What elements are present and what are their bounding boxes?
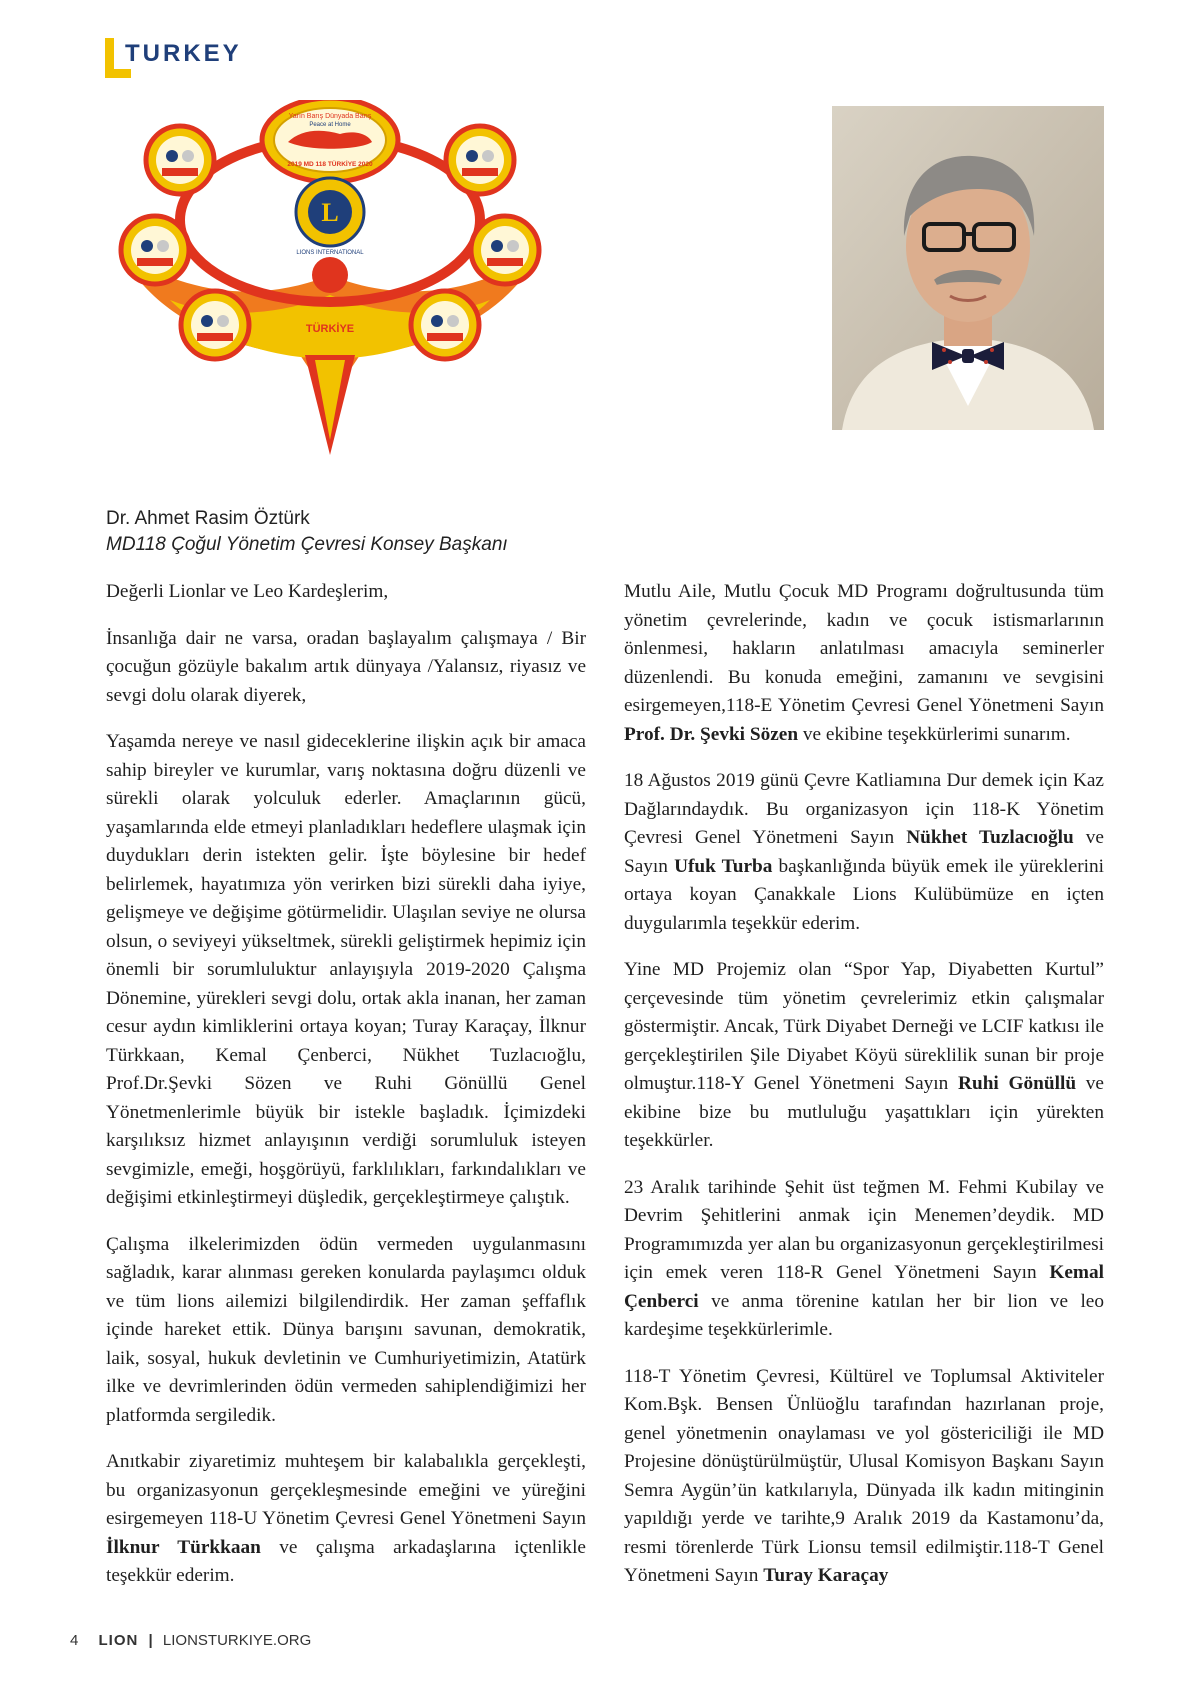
paragraph: Mutlu Aile, Mutlu Çocuk MD Programı doğrultusunda tüm yönetim çevrelerinde, kadın ve çocuk istismarlarının önlenmesi, hakların anlatılması amacıyla seminerler düzenlendi. Bu konuda emeğini, zamanını ve sevgisini esirgemeyen,118-E Yönetim Çevresi Genel Yönetmeni Sayın Prof. Dr. Şevki Sözen ve ekibine teşekkürlerimi sunarım. xyxy=(624,581,1104,745)
emblem-center-text: LIONS INTERNATIONAL xyxy=(296,250,364,256)
district-medallion xyxy=(181,291,249,359)
district-medallion xyxy=(146,126,214,194)
district-medallion xyxy=(411,291,479,359)
emblem-top-sub: Peace at Home xyxy=(309,122,351,128)
footer-website-link[interactable]: LIONSTURKIYE.ORG xyxy=(162,1632,312,1649)
md118-lions-emblem xyxy=(110,100,550,460)
highlighted-name: Ruhi Gönüllü xyxy=(958,1073,1077,1094)
author-title: MD118 Çoğul Yönetim Çevresi Konsey Başkanı xyxy=(106,534,508,555)
salutation: Değerli Lionlar ve Leo Kardeşlerim, xyxy=(106,581,389,602)
footer-separator: | xyxy=(148,1632,153,1649)
author-portrait xyxy=(832,106,1104,430)
article-right-column xyxy=(624,578,1104,1609)
paragraph: 118-T Yönetim Çevresi, Kültürel ve Toplumsal Aktiviteler Kom.Bşk. Bensen Ünlüoğlu tarafından hazırlanan proje, genel yönetmenin onaylaması ve yol göstericiliği ile MD Projesine dönüştürülmüştür, Ulusal Komisyon Başkanı Sayın Semra Aygün’ün katkılarıyla, Dünyada ilk kadın mitinginin yapıldığı yerde ve tarihte,9 Aralık 2019 da Kastamonu’da, resmi törenlerde Türk Lionsu temsil edilmiştir.118-T Genel Yönetmeni Sayın Turay Karaçay xyxy=(624,1365,1104,1586)
footer-brand: LION xyxy=(98,1632,139,1649)
turkey-logo-text: TURKEY xyxy=(125,40,242,67)
district-medallion xyxy=(446,126,514,194)
paragraph: Yaşamda nereye ve nasıl gideceklerine ilişkin açık bir amaca sahip bireyler ve kurumlar, varış noktasına doğru düzenli ve sürekli olarak yolculuk ederler. Amaçlarının gücü, yaşamlarında elde etmeyi planladıkları hedeflere ulaşmak için duydukları derin istekten gelir. İşte böylesine bir hedef belirlemek, hayatımıza yön verirken bizi sürekli daha iyiye, gelişmeye ve değişime götürmelidir. Ulaşılan seviye ne olursa olsun, o seviyeyi yükseltmek, sürekli geliştirmek hepimiz için önemli bir sorumluluktur anlayışıyla 2019-2020 Çalışma Dönemine, yürekleri sevgi dolu, ortak akla inanan, her zaman cesur aydın kimliklerini ortaya koyan; Turay Karaçay, İlknur Türkkaan, Kemal Çenberci, Nükhet Tuzlacıoğlu, Prof.Dr.Şevki Sözen ve Ruhi Gönüllü Genel Yönetmenlerimle büyük bir istekle başladık. İçimizdeki karşılıksız hizmet anlayışının verdiği sorumluluk isteyen sevgimizle, emeği, hoşgörüyü, farklılıkları, farkındalıkları ve değişimi etkinleştirmeyi düşledik, gerçekleştirmeye çalıştık. xyxy=(106,731,586,1208)
paragraph: Anıtkabir ziyaretimiz muhteşem bir kalabalıkla gerçekleşti, bu organizasyonun gerçekleşmesinde emeğini ve yüreğini esirgemeyen 118-U Yönetim Çevresi Genel Yönetmeni Sayın İlknur Türkkaan ve çalışma arkadaşlarına içtenlikle teşekkür ederim. xyxy=(106,1451,586,1586)
author-byline xyxy=(106,506,508,558)
highlighted-name: Nükhet Tuzlacıoğlu xyxy=(906,827,1074,848)
paragraph: Yine MD Projemiz olan “Spor Yap, Diyabetten Kurtul” çerçevesinde tüm yönetim çevrelerimiz etkin çalışmalar göstermiştir. Ancak, Türk Diyabet Derneği ve LCIF katkısı ile gerçekleştirilen Şile Diyabet Köyü süreklilik sunan bir proje olmuştur.118-Y Genel Yönetmeni Sayın Ruhi Gönüllü ve ekibine bize bu mutluluğu yaşattıkları için yürekten teşekkürler. xyxy=(624,959,1104,1151)
paragraph: 23 Aralık tarihinde Şehit üst teğmen M. Fehmi Kubilay ve Devrim Şehitlerini anmak için Menemen’deydik. MD Programımızda yer alan bu organizasyonun gerçekleştirilmesi için emek veren 118-R Genel Yönetmeni Sayın Kemal Çenberci ve anma törenine katılan her bir lion ve leo kardeşime teşekkürlerimle. xyxy=(624,1176,1104,1340)
paragraph: İnsanlığa dair ne varsa, oradan başlayalım çalışmaya / Bir çocuğun gözüyle bakalım artık dünyaya /Yalansız, riyasız ve sevgi dolu olarak diyerek, xyxy=(106,627,586,706)
svg-text:L: L xyxy=(321,198,339,227)
emblem-bottom-text: TÜRKİYE xyxy=(305,323,355,335)
emblem-ribbon-text: 2019 MD 118 TÜRKİYE 2020 xyxy=(287,161,373,168)
highlighted-name: Turay Karaçay xyxy=(763,1565,889,1586)
highlighted-name: Prof. Dr. Şevki Sözen xyxy=(624,723,799,745)
district-medallion xyxy=(471,216,539,284)
highlighted-name: İlknur Türkkaan xyxy=(106,1536,261,1558)
district-medallion xyxy=(121,216,189,284)
page-number: 4 xyxy=(70,1632,79,1649)
paragraph: Çalışma ilkelerimizden ödün vermeden uygulanmasını sağladık, karar alınması gereken konularda paylaşımcı olduk ve tüm lions ailemizi bilgilendirdik. Her zaman şeffaflık içinde hareket ettik. Dünya barışını savunan, demokratik, laik, sosyal, hukuk devletinin ve Cumhuriyetimizin, Atatürk ilke ve devrimlerinden ödün vermeden sahiplendiğimizi her platformda sergiledik. xyxy=(106,1233,586,1426)
page-footer xyxy=(70,1632,311,1649)
author-name: Dr. Ahmet Rasim Öztürk xyxy=(106,508,310,529)
paragraph: 18 Ağustos 2019 günü Çevre Katliamına Dur demek için Kaz Dağlarındaydık. Bu organizasyon için 118-K Yönetim Çevresi Genel Yönetmeni Sayın Nükhet Tuzlacıoğlu ve Sayın Ufuk Turba başkanlığında büyük emek ile yüreklerini ortaya koyan Çanakkale Lions Kulübümüze en içten duygularımla teşekkür ederim. xyxy=(624,770,1104,934)
highlighted-name: Ufuk Turba xyxy=(674,855,773,877)
emblem-top-text: Yarın Barış Dünyada Barış xyxy=(288,113,372,120)
article-left-column xyxy=(106,578,586,1609)
highlighted-name: Kemal Çenberci xyxy=(624,1262,1104,1312)
